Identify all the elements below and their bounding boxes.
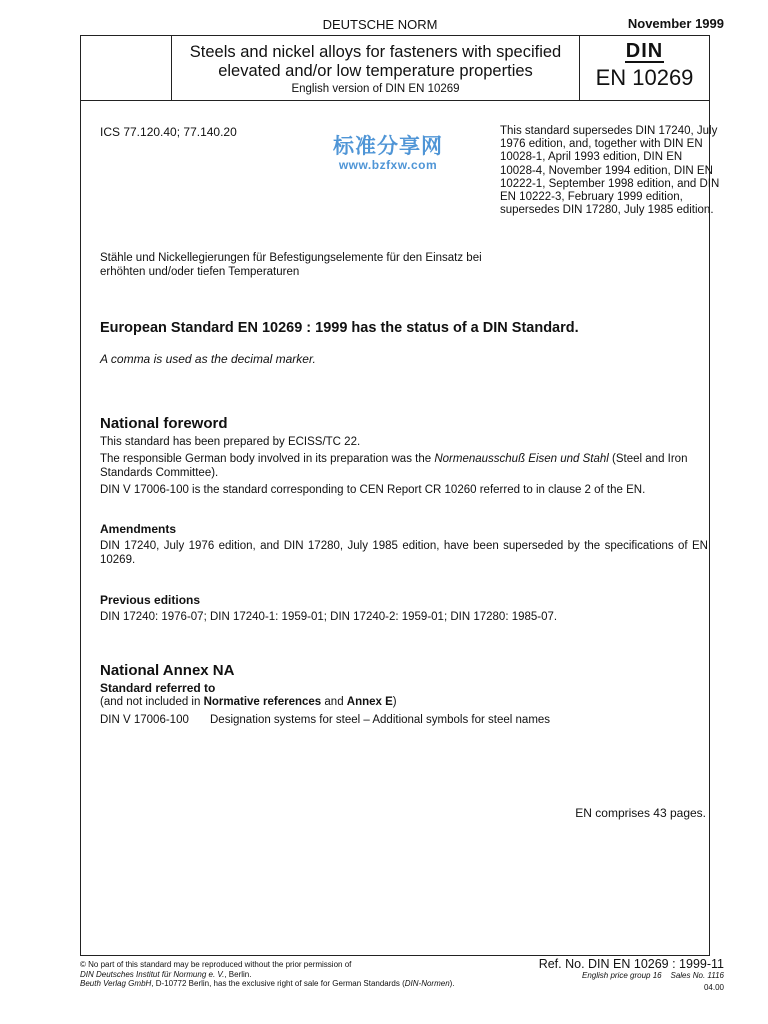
annex-note-close: ) [392,696,397,708]
reference-number: Ref. No. DIN EN 10269 : 1999-11 [538,957,724,971]
print-code: 04.00 [703,983,724,992]
price-group: English price group 16 [581,971,662,980]
foreword-paragraph-2 [100,452,710,480]
annex-note [100,695,397,709]
national-foreword-heading: National foreword [100,415,228,432]
standard-number: EN 10269 [595,65,694,90]
publication-date: November 1999 [627,16,724,31]
publisher-name: Beuth Verlag GmbH [80,979,152,989]
watermark-url: www.bzfxw.com [338,158,438,172]
supersedes-note: This standard supersedes DIN 17240, July 1976 edition, and, together with DIN EN 10028-1, April 1993 edition, DIN EN 10028-4, November 1994 edition, DIN EN 10222-1, September 1998 edition, and DIN EN 10222-3, February 1999 edition, supersedes DIN 17280, July 1985 edition. [500,125,720,217]
foreword-text-end: (Steel and Iron Standards Committee). [100,453,688,479]
decimal-note: A comma is used as the decimal marker. [100,352,316,366]
referenced-standard-row [100,713,550,727]
copyright-line-2 [80,970,520,980]
document-subtitle: English version of DIN EN 10269 [291,83,460,95]
committee-name: Normenausschuß Eisen und Stahl [434,453,609,465]
annex-e-label: Annex E [346,696,393,708]
price-and-sales [582,971,724,980]
ics-code: ICS 77.120.40; 77.140.20 [100,125,237,139]
german-title: Stähle und Nickellegierungen für Befestigungselemente für den Einsatz bei erhöhten und/oder tiefen Temperaturen [100,252,482,278]
previous-editions-heading: Previous editions [100,593,201,607]
referenced-standard-code: DIN V 17006-100 [100,714,189,726]
foreword-paragraph-1: This standard has been prepared by ECISS/TC 22. [100,436,361,448]
sales-number: Sales No. 1116 [670,971,724,980]
annex-note-text: (and not included in [100,696,204,708]
copyright-line-3 [80,979,520,989]
header-empty-cell [81,36,172,100]
previous-editions-text: DIN 17240: 1976-07; DIN 17240-1: 1959-01; DIN 17240-2: 1959-01; DIN 17280: 1985-07. [100,611,558,623]
amendments-text: DIN 17240, July 1976 edition, and DIN 17280, July 1985 edition, have been superseded by the specifications of EN 10269. [100,540,708,566]
copyright-line-3-text: , D-10772 Berlin, has the exclusive right of sale for German Standards ( [151,979,405,989]
copyright-notice [80,960,520,989]
normative-references-label: Normative references [203,696,322,708]
copyright-line-3-end: ). [449,979,455,989]
annex-note-and: and [321,696,347,708]
foreword-paragraph-3: DIN V 17006-100 is the standard corresponding to CEN Report CR 10260 referred to in clause 2 of the EN. [100,484,646,496]
page-count-note: EN comprises 43 pages. [575,806,706,820]
copyright-line-2-end: , Berlin. [224,969,252,979]
national-annex-heading: National Annex NA [100,662,235,679]
din-logo: DIN [625,40,664,62]
watermark-chinese: 标准分享网 [333,135,443,158]
standard-cell [580,36,709,100]
amendments-heading: Amendments [100,522,177,536]
document-title: Steels and nickel alloys for fasteners with specified elevated and/or low temperature properties [189,43,562,80]
foreword-text: The responsible German body involved in its preparation was the [100,453,435,465]
din-normen-label: DIN-Normen [404,979,450,989]
document-type: DEUTSCHE NORM [322,17,438,32]
din-institute-name: DIN Deutsches Institut für Normung e. V. [80,969,225,979]
referenced-standard-title: Designation systems for steel – Additional symbols for steel names [210,714,551,726]
standard-referred-heading: Standard referred to [100,681,216,695]
watermark [318,136,458,172]
copyright-line-1: © No part of this standard may be reproduced without the prior permission of [80,960,352,969]
status-line: European Standard EN 10269 : 1999 has the status of a DIN Standard. [100,320,579,336]
header-box [80,35,710,101]
title-cell [172,36,580,100]
